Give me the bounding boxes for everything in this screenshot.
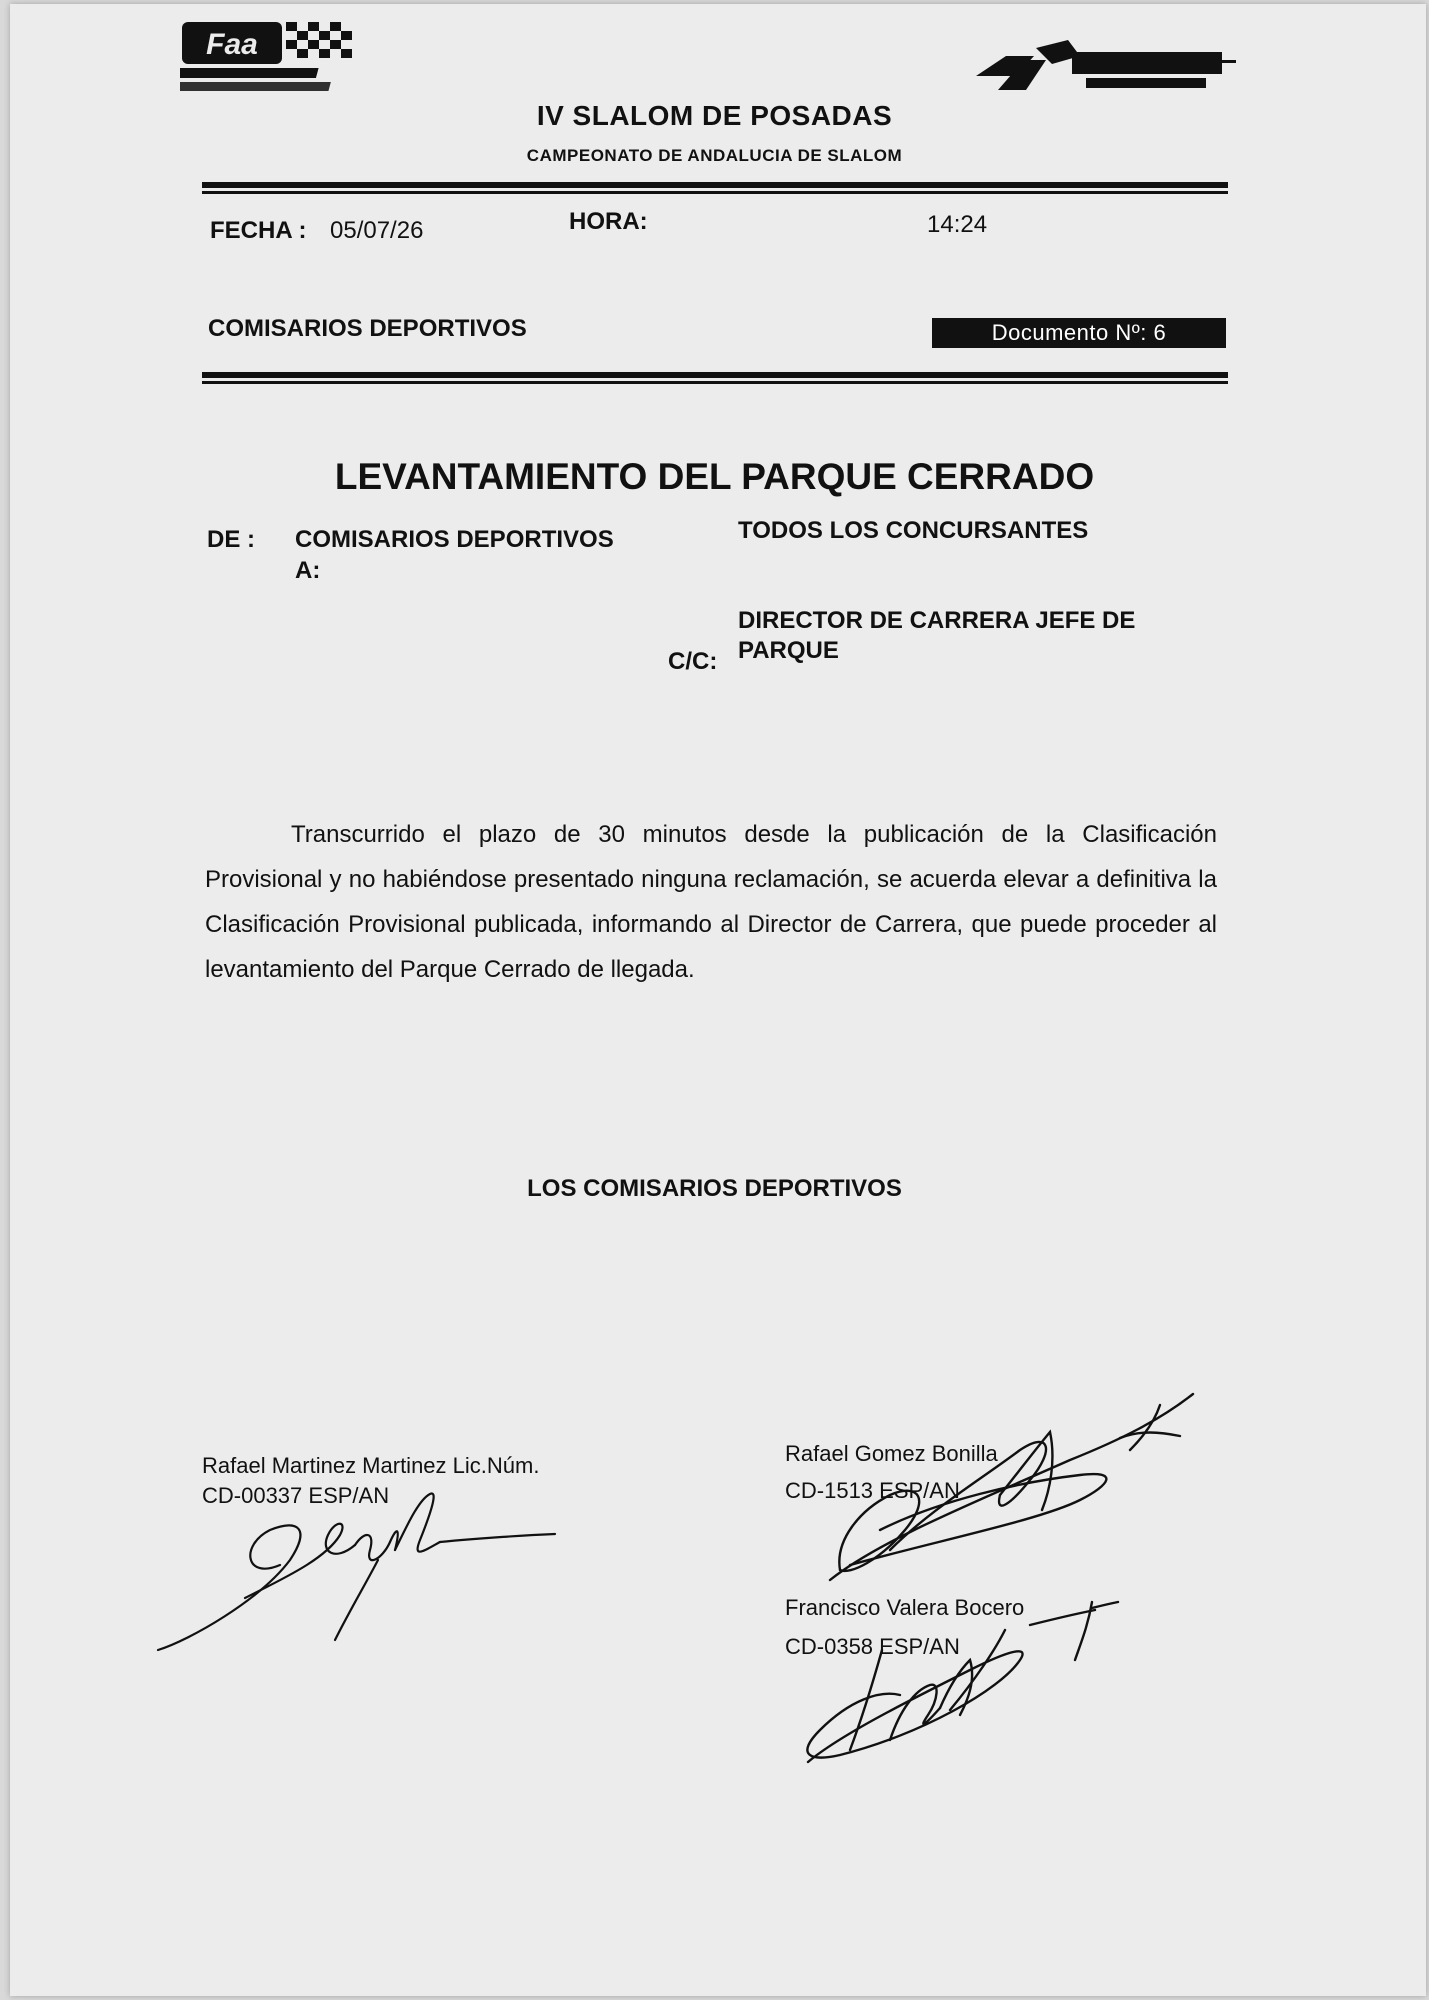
header-rule-bottom	[202, 372, 1228, 378]
body-paragraph: Transcurrido el plazo de 30 minutos desde la publicación de la Clasificación Provisional y no habiéndose presentado ninguna reclamación, se acuerda elevar a definitiva la Clasificación Provisional publicada, informando al Director de Carrera, que puede proceder al levantamiento del Parque Cerrado de llegada.	[205, 821, 1217, 983]
signatory-1-license: CD-00337 ESP/AN	[202, 1483, 390, 1508]
signature-2	[820, 1390, 1200, 1590]
header-rule-bottom-thin	[202, 381, 1228, 384]
cc-label: C/C:	[668, 648, 718, 675]
hora-label: HORA:	[569, 208, 648, 235]
event-subtitle: CAMPEONATO DE ANDALUCIA DE SLALOM	[526, 146, 903, 165]
fecha-value: 05/07/26	[330, 217, 424, 244]
cc-value: DIRECTOR DE CARRERA JEFE DE PARQUE	[738, 607, 1136, 664]
document-page	[10, 4, 1426, 1996]
event-title: IV SLALOM DE POSADAS	[536, 100, 893, 131]
de-label: DE :	[207, 526, 255, 553]
de-value: COMISARIOS DEPORTIVOS	[295, 526, 614, 553]
hora-value: 14:24	[927, 211, 988, 238]
signatory-2-name: Rafael Gomez Bonilla	[785, 1441, 998, 1466]
signature-3	[800, 1590, 1130, 1770]
federation-logo	[180, 18, 380, 98]
header-rule-top	[202, 182, 1228, 188]
closing-title: LOS COMISARIOS DEPORTIVOS	[527, 1175, 902, 1202]
signatory-3-license: CD-0358 ESP/AN	[785, 1634, 960, 1659]
signatory-2-license: CD-1513 ESP/AN	[785, 1478, 960, 1503]
document-title: LEVANTAMIENTO DEL PARQUE CERRADO	[334, 456, 1095, 497]
federation-logo-mark: Faa	[206, 28, 258, 61]
a-label: A:	[295, 557, 321, 584]
fecha-label: FECHA :	[210, 217, 307, 244]
signature-1	[150, 1490, 570, 1670]
signatory-1-name: Rafael Martinez Martinez Lic.Núm.	[202, 1453, 540, 1478]
header-rule-top-thin	[202, 191, 1228, 194]
a-value: TODOS LOS CONCURSANTES	[738, 517, 1089, 544]
escuderia-logo	[976, 38, 1246, 98]
document-number-badge: Documento Nº: 6	[932, 318, 1226, 348]
section-label: COMISARIOS DEPORTIVOS	[208, 315, 527, 342]
signatory-3-name: Francisco Valera Bocero	[785, 1595, 1025, 1620]
